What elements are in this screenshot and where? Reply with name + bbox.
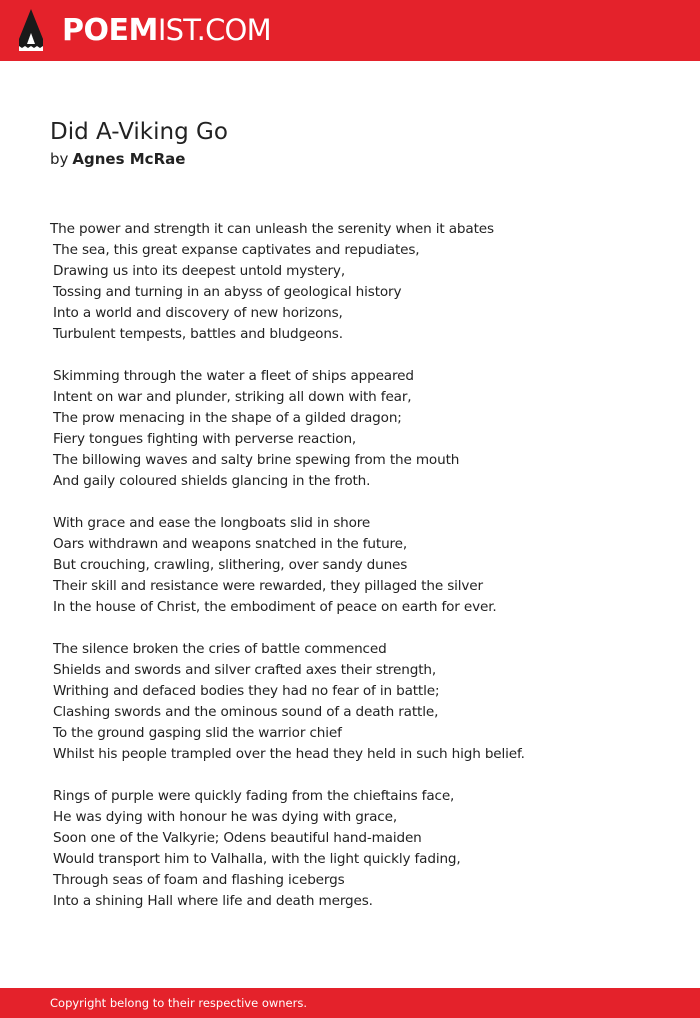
poem-line: Intent on war and plunder, striking all down with fear,	[53, 389, 412, 405]
poem-stanza	[50, 786, 670, 912]
poem-body	[50, 219, 670, 933]
poem-line: Their skill and resistance were rewarded, they pillaged the silver	[53, 578, 483, 594]
poem-line: Turbulent tempests, battles and bludgeons.	[53, 326, 343, 342]
poem-line: Skimming through the water a fleet of ships appeared	[53, 368, 414, 384]
poem-stanza	[50, 513, 670, 618]
poem-stanza	[50, 639, 670, 765]
poem-stanza	[50, 219, 670, 345]
poem-line: He was dying with honour he was dying with grace,	[53, 809, 398, 825]
poem-line: Soon one of the Valkyrie; Odens beautiful hand-maiden	[53, 830, 422, 846]
by-label: by	[50, 150, 69, 168]
poem-line: Rings of purple were quickly fading from the chieftains face,	[53, 788, 455, 804]
poem-line: Into a shining Hall where life and death merges.	[53, 893, 373, 909]
poem-line: The billowing waves and salty brine spewing from the mouth	[53, 452, 460, 468]
poem-line: The prow menacing in the shape of a gilded dragon;	[53, 410, 402, 426]
poem-line: But crouching, crawling, slithering, over sandy dunes	[53, 557, 408, 573]
logo-light-text: IST.COM	[157, 13, 271, 47]
poem-stanza	[50, 366, 670, 492]
poem-line: And gaily coloured shields glancing in the froth.	[53, 473, 371, 489]
pen-nib-icon[interactable]	[18, 9, 44, 51]
copyright-text: Copyright belong to their respective owners.	[50, 996, 308, 1010]
poem-line: The power and strength it can unleash the serenity when it abates	[50, 221, 494, 237]
poem-line: Would transport him to Valhalla, with the light quickly fading,	[53, 851, 461, 867]
poem-title: Did A-Viking Go	[50, 119, 228, 145]
poem-line: Drawing us into its deepest untold mystery,	[53, 263, 345, 279]
poem-line: The silence broken the cries of battle commenced	[53, 641, 387, 657]
logo-bold-text: POEM	[62, 13, 158, 48]
poem-line: Oars withdrawn and weapons snatched in the future,	[53, 536, 408, 552]
poem-line: In the house of Christ, the embodiment of peace on earth for ever.	[53, 599, 497, 615]
poem-line: Tossing and turning in an abyss of geological history	[53, 284, 402, 300]
poem-line: Through seas of foam and flashing icebergs	[53, 872, 345, 888]
poem-line: Clashing swords and the ominous sound of a death rattle,	[53, 704, 439, 720]
site-logo[interactable]	[62, 12, 271, 48]
poem-line: To the ground gasping slid the warrior chief	[53, 725, 342, 741]
poem-line: Writhing and defaced bodies they had no fear of in battle;	[53, 683, 440, 699]
poem-line: With grace and ease the longboats slid in shore	[53, 515, 371, 531]
poem-line: Into a world and discovery of new horizons,	[53, 305, 343, 321]
author-name[interactable]: Agnes McRae	[72, 150, 186, 168]
poem-line: Whilst his people trampled over the head they held in such high belief.	[53, 746, 525, 762]
poem-line: Fiery tongues fighting with perverse reaction,	[53, 431, 357, 447]
site-header	[0, 0, 700, 61]
poem-line: The sea, this great expanse captivates and repudiates,	[53, 242, 420, 258]
site-footer	[0, 988, 700, 1018]
poem-line: Shields and swords and silver crafted axes their strength,	[53, 662, 437, 678]
byline	[50, 149, 185, 169]
